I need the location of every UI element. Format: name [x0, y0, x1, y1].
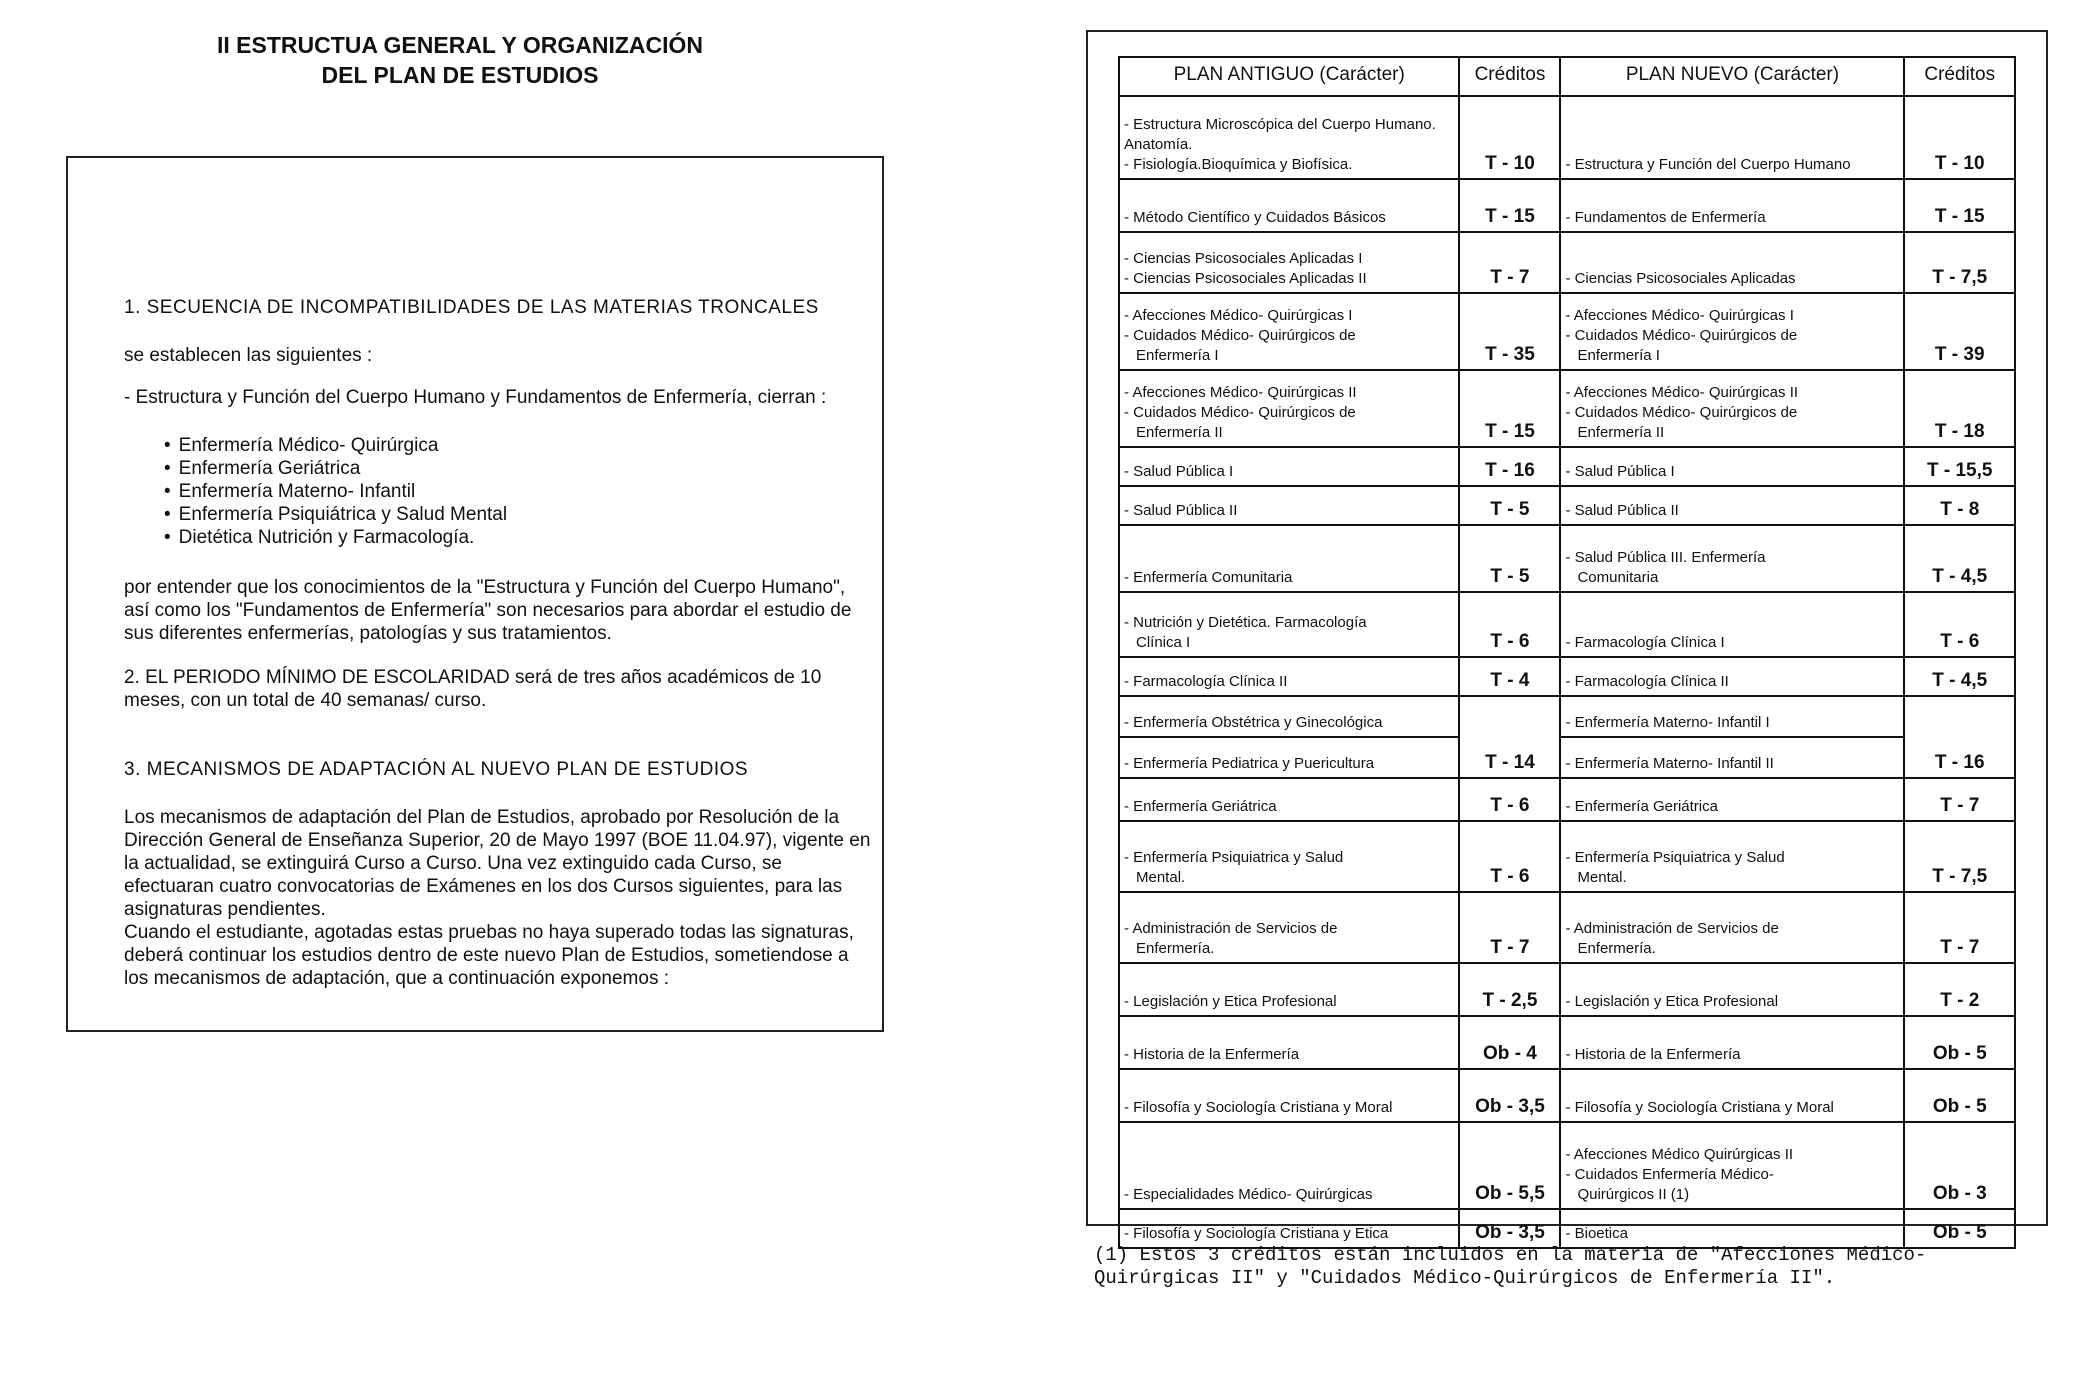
new-credits-cell: T - 18 [1904, 370, 2015, 447]
old-subject-line: - Farmacología Clínica II [1124, 673, 1288, 690]
section3-body [124, 806, 872, 990]
old-credits-cell: Ob - 3,5 [1459, 1069, 1560, 1122]
table-row [1119, 179, 2015, 232]
old-subject-cell [1119, 447, 1459, 486]
old-credits-cell: T - 14 [1459, 696, 1560, 778]
left-page-title [180, 30, 740, 90]
old-subject-cell [1119, 778, 1459, 821]
new-credits-cell: T - 7,5 [1904, 232, 2015, 293]
new-subject-line: - Administración de Servicios de [1565, 920, 1779, 937]
table-row [1119, 963, 2015, 1016]
adaptation-table [1118, 56, 2016, 1249]
new-credits-cell: T - 6 [1904, 592, 2015, 657]
old-subject-line: - Cuidados Médico- Quirúrgicos de [1124, 327, 1356, 344]
new-subject-line: Comunitaria [1577, 569, 1659, 586]
new-subject-line: - Enfermería Materno- Infantil I [1565, 714, 1770, 731]
new-subject-line: - Salud Pública II [1565, 502, 1679, 519]
old-credits-cell: T - 16 [1459, 447, 1560, 486]
table-body-lower [1119, 778, 2015, 1248]
table-row [1119, 592, 2015, 657]
old-credits-cell: Ob - 3,5 [1459, 1209, 1560, 1248]
title-line-2: DEL PLAN DE ESTUDIOS [321, 62, 599, 88]
table-body-upper [1119, 96, 2015, 696]
new-credits-cell: T - 7,5 [1904, 821, 2015, 892]
new-subject-line: - Enfermería Materno- Infantil II [1565, 755, 1774, 772]
footnote: (1) Estos 3 créditos están incluidos en la materia de "Afecciones Médico-Quirúrgicas II" y "Cuidados Médico-Quirúrgicos de Enfermería II". [1094, 1244, 1927, 1289]
section3-paragraph-2: Cuando el estudiante, agotadas estas pruebas no haya superado todas las signaturas, deberá continuar los estudios dentro de este nuevo Plan de Estudios, sometiendose a los mecanismos de adaptación, que a continuación exponemos : [124, 922, 854, 989]
new-subject-cell [1560, 1069, 1904, 1122]
old-subject-cell [1119, 963, 1459, 1016]
new-subject-line: Enfermería I [1577, 347, 1660, 364]
old-credits-cell: T - 5 [1459, 525, 1560, 592]
old-subject-line: - Ciencias Psicosociales Aplicadas I [1124, 250, 1363, 267]
new-credits-cell: T - 15,5 [1904, 447, 2015, 486]
list-item: • Enfermería Médico- Quirúrgica [164, 434, 507, 457]
new-credits-cell: T - 4,5 [1904, 525, 2015, 592]
old-subject-cell [1119, 486, 1459, 525]
old-credits-cell: T - 7 [1459, 232, 1560, 293]
old-subject-line: Enfermería. [1136, 940, 1215, 957]
old-subject-line: - Enfermería Obstétrica y Ginecológica [1124, 714, 1383, 731]
new-subject-cell [1560, 657, 1904, 696]
old-subject-cell [1119, 1069, 1459, 1122]
old-subject-line: - Afecciones Médico- Quirúrgicas I [1124, 307, 1353, 324]
old-credits-cell: T - 15 [1459, 179, 1560, 232]
table-row [1119, 821, 2015, 892]
new-credits-cell: T - 15 [1904, 179, 2015, 232]
new-credits-cell: T - 16 [1904, 696, 2015, 778]
old-subject-cell [1119, 232, 1459, 293]
section1-heading: 1. SECUENCIA DE INCOMPATIBILIDADES DE LAS MATERIAS TRONCALES [124, 297, 819, 318]
table-row [1119, 96, 2015, 179]
new-subject-line: - Salud Pública I [1565, 463, 1675, 480]
list-item: • Enfermería Psiquiátrica y Salud Mental [164, 503, 507, 526]
old-subject-cell [1119, 1122, 1459, 1209]
old-subject-line: - Especialidades Médico- Quirúrgicas [1124, 1186, 1373, 1203]
old-credits-cell: T - 15 [1459, 370, 1560, 447]
new-subject-line: - Enfermería Psiquiatrica y Salud [1565, 849, 1785, 866]
section2 [124, 666, 872, 712]
old-subject-cell [1119, 293, 1459, 370]
new-subject-line: - Enfermería Geriátrica [1565, 798, 1718, 815]
old-subject-line: - Ciencias Psicosociales Aplicadas II [1124, 270, 1367, 287]
table-header-row [1119, 57, 2015, 96]
section1-body: por entender que los conocimientos de la "Estructura y Función del Cuerpo Humano", así como los "Fundamentos de Enfermería" son necesarios para abordar el estudio de sus diferentes enfermerías, patologías y sus tratamientos. [124, 577, 852, 644]
old-credits-cell: T - 6 [1459, 778, 1560, 821]
new-subject-line: Enfermería II [1577, 424, 1665, 441]
old-subject-line: Enfermería I [1136, 347, 1219, 364]
table-row [1119, 486, 2015, 525]
new-subject-cell [1560, 179, 1904, 232]
table-row [1119, 293, 2015, 370]
new-credits-cell: Ob - 5 [1904, 1016, 2015, 1069]
new-credits-cell: T - 2 [1904, 963, 2015, 1016]
old-subject-line: - Nutrición y Dietética. Farmacología [1124, 614, 1367, 631]
list-item: • Dietética Nutrición y Farmacología. [164, 526, 507, 549]
old-subject-line: - Afecciones Médico- Quirúrgicas II [1124, 384, 1357, 401]
old-subject-line: Enfermería II [1136, 424, 1223, 441]
old-subject-cell [1119, 1016, 1459, 1069]
old-credits-cell: T - 6 [1459, 592, 1560, 657]
new-subject-cell [1560, 892, 1904, 963]
section1-intro: se establecen las siguientes : [124, 345, 373, 366]
section3-paragraph-1: Los mecanismos de adaptación del Plan de Estudios, aprobado por Resolución de la Dirección General de Enseñanza Superior, 20 de Mayo 1997 (BOE 11.04.97), vigente en la actualidad, se extinguirá Curso a Curso. Una vez extinguido cada Curso, se efectuaran cuatro convocatorias de Exámenes en los dos Cursos siguientes, para las asignaturas pendientes. [124, 807, 871, 920]
section3-heading: 3. MECANISMOS DE ADAPTACIÓN AL NUEVO PLAN DE ESTUDIOS [124, 759, 749, 780]
title-line-1: II ESTRUCTUA GENERAL Y ORGANIZACIÓN [216, 32, 704, 58]
old-subject-line: - Estructura Microscópica del Cuerpo Humano. Anatomía. [1124, 116, 1436, 153]
new-subject-cell [1560, 737, 1904, 778]
new-subject-line: - Estructura y Función del Cuerpo Humano [1565, 156, 1851, 173]
new-subject-cell [1560, 232, 1904, 293]
new-subject-line: Mental. [1577, 869, 1627, 886]
new-subject-line: Quirúrgicos II (1) [1577, 1186, 1690, 1203]
new-subject-cell [1560, 525, 1904, 592]
new-subject-line: - Bioetica [1565, 1225, 1628, 1242]
old-subject-cell [1119, 737, 1459, 778]
new-subject-cell [1560, 447, 1904, 486]
new-subject-line: - Cuidados Enfermería Médico- [1565, 1166, 1774, 1183]
new-credits-cell: T - 4,5 [1904, 657, 2015, 696]
new-subject-line: - Fundamentos de Enfermería [1565, 209, 1766, 226]
old-subject-cell [1119, 696, 1459, 737]
old-subject-cell [1119, 525, 1459, 592]
new-credits-cell: Ob - 5 [1904, 1209, 2015, 1248]
new-subject-cell [1560, 963, 1904, 1016]
new-subject-cell [1560, 293, 1904, 370]
incompatibilities-box [66, 156, 884, 1032]
old-subject-cell [1119, 657, 1459, 696]
new-subject-cell [1560, 370, 1904, 447]
old-credits-cell: Ob - 5,5 [1459, 1122, 1560, 1209]
new-credits-cell: T - 7 [1904, 778, 2015, 821]
header-new-plan: PLAN NUEVO (Carácter) [1560, 57, 1904, 96]
old-credits-cell: T - 6 [1459, 821, 1560, 892]
new-subject-line: - Salud Pública III. Enfermería [1565, 549, 1766, 566]
new-subject-line: - Cuidados Médico- Quirúrgicos de [1565, 404, 1798, 421]
old-subject-line: Mental. [1136, 869, 1186, 886]
old-subject-cell [1119, 821, 1459, 892]
section2-text: será de tres años académicos de 10 meses, con un total de 40 semanas/ curso. [124, 667, 822, 711]
old-subject-line: - Salud Pública II [1124, 502, 1238, 519]
table-body-merged [1119, 696, 2015, 778]
new-subject-line: - Historia de la Enfermería [1565, 1046, 1741, 1063]
new-subject-line: - Cuidados Médico- Quirúrgicos de [1565, 327, 1798, 344]
new-subject-line: - Farmacología Clínica I [1565, 634, 1725, 651]
old-subject-cell [1119, 96, 1459, 179]
new-credits-cell: T - 39 [1904, 293, 2015, 370]
new-credits-cell: T - 8 [1904, 486, 2015, 525]
old-subject-line: - Administración de Servicios de [1124, 920, 1338, 937]
table-row [1119, 1209, 2015, 1248]
new-subject-line: - Afecciones Médico- Quirúrgicas II [1565, 384, 1799, 401]
incompatible-subjects-list [164, 434, 507, 549]
new-subject-cell [1560, 1016, 1904, 1069]
new-subject-line: - Filosofía y Sociología Cristiana y Moral [1565, 1099, 1834, 1116]
old-subject-line: - Filosofía y Sociología Cristiana y Moral [1124, 1099, 1393, 1116]
old-subject-line: - Salud Pública I [1124, 463, 1234, 480]
old-subject-line: - Enfermería Psiquiatrica y Salud [1124, 849, 1344, 866]
old-subject-line: - Historia de la Enfermería [1124, 1046, 1300, 1063]
header-old-credits: Créditos [1459, 57, 1560, 96]
old-subject-line: - Filosofía y Sociología Cristiana y Etica [1124, 1225, 1389, 1242]
new-subject-cell [1560, 1122, 1904, 1209]
new-subject-cell [1560, 696, 1904, 737]
table-row [1119, 232, 2015, 293]
new-credits-cell: Ob - 3 [1904, 1122, 2015, 1209]
table-row [1119, 447, 2015, 486]
old-subject-line: Clínica I [1136, 634, 1191, 651]
new-subject-cell [1560, 821, 1904, 892]
new-credits-cell: T - 10 [1904, 96, 2015, 179]
table-row [1119, 892, 2015, 963]
old-credits-cell: T - 5 [1459, 486, 1560, 525]
old-subject-line: - Fisiología.Bioquímica y Biofísica. [1124, 156, 1353, 173]
table-row [1119, 778, 2015, 821]
table-row [1119, 696, 2015, 737]
old-subject-line: - Enfermería Pediatrica y Puericultura [1124, 755, 1375, 772]
old-subject-line: - Enfermería Geriátrica [1124, 798, 1277, 815]
section1-rule: - Estructura y Función del Cuerpo Humano y Fundamentos de Enfermería, cierran : [124, 387, 827, 408]
new-subject-cell [1560, 486, 1904, 525]
header-new-credits: Créditos [1904, 57, 2015, 96]
old-credits-cell: T - 10 [1459, 96, 1560, 179]
old-subject-cell [1119, 1209, 1459, 1248]
new-subject-line: Enfermería. [1577, 940, 1656, 957]
old-subject-cell [1119, 179, 1459, 232]
old-subject-line: - Enfermería Comunitaria [1124, 569, 1293, 586]
new-subject-line: - Legislación y Etica Profesional [1565, 993, 1779, 1010]
new-subject-cell [1560, 96, 1904, 179]
table-row [1119, 737, 2015, 778]
list-item: • Enfermería Geriátrica [164, 457, 507, 480]
old-subject-line: - Método Científico y Cuidados Básicos [1124, 209, 1386, 226]
old-credits-cell: T - 35 [1459, 293, 1560, 370]
table-row [1119, 1016, 2015, 1069]
old-subject-line: - Cuidados Médico- Quirúrgicos de [1124, 404, 1356, 421]
old-subject-cell [1119, 892, 1459, 963]
old-credits-cell: T - 4 [1459, 657, 1560, 696]
table-row [1119, 657, 2015, 696]
old-credits-cell: T - 2,5 [1459, 963, 1560, 1016]
table-row [1119, 1122, 2015, 1209]
new-subject-line: - Afecciones Médico- Quirúrgicas I [1565, 307, 1794, 324]
new-credits-cell: Ob - 5 [1904, 1069, 2015, 1122]
table-row [1119, 525, 2015, 592]
header-old-plan: PLAN ANTIGUO (Carácter) [1119, 57, 1459, 96]
new-credits-cell: T - 7 [1904, 892, 2015, 963]
new-subject-cell [1560, 778, 1904, 821]
section2-lead: 2. EL PERIODO MÍNIMO DE ESCOLARIDAD [124, 667, 510, 688]
table-row [1119, 1069, 2015, 1122]
old-subject-line: - Legislación y Etica Profesional [1124, 993, 1337, 1010]
old-subject-cell [1119, 370, 1459, 447]
new-subject-line: - Farmacología Clínica II [1565, 673, 1729, 690]
list-item: • Enfermería Materno- Infantil [164, 480, 507, 503]
table-row [1119, 370, 2015, 447]
new-subject-cell [1560, 1209, 1904, 1248]
old-credits-cell: T - 7 [1459, 892, 1560, 963]
old-subject-cell [1119, 592, 1459, 657]
old-credits-cell: Ob - 4 [1459, 1016, 1560, 1069]
new-subject-cell [1560, 592, 1904, 657]
new-subject-line: - Afecciones Médico Quirúrgicas II [1565, 1146, 1794, 1163]
new-subject-line: - Ciencias Psicosociales Aplicadas [1565, 270, 1796, 287]
